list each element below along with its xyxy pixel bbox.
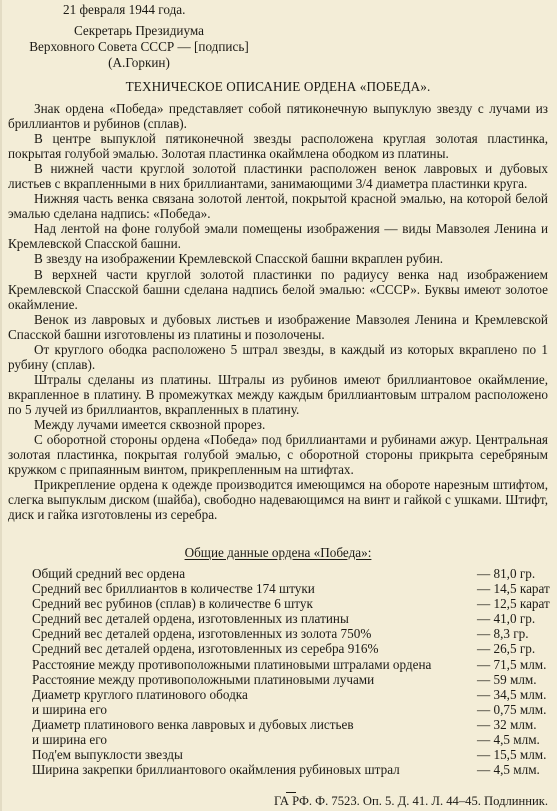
spec-value: — 14,5 карат (477, 581, 550, 597)
spec-value: — 26,5 гр. (477, 641, 536, 657)
paragraph: В центре выпуклой пятиконечной звезды расположена круглая золотая пластинка, покрытая голубой эмалью. Золотая пластинка окаймлена ободком из платины. (8, 131, 548, 162)
paragraph: Штралы сделаны из платины. Штралы из рубинов имеют бриллиантовое окаймление, вкрапленное в платину. В промежутках между каждым бриллиантовым штралом расположено по 5 лучей из бриллиантов, вкрапленных в платину. (8, 371, 548, 417)
spec-label: Средний вес бриллиантов в количестве 174 штуки (32, 581, 315, 597)
spec-label: Диаметр круглого платинового ободка (32, 686, 248, 702)
spec-label: Ширина закрепки бриллиантового окаймления рубиновых штрал (32, 762, 400, 778)
spec-row (32, 762, 553, 777)
paragraph: Над лентой на фоне голубой эмали помещены изображения — виды Мавзолея Ленина и Кремлевской Спасской башни. (8, 221, 548, 252)
paragraph: Нижняя часть венка связана золотой лентой, покрытой красной эмалью, на которой белой эмалью сделана надпись: «Победа». (8, 191, 548, 222)
paragraph: Венок из лавровых и дубовых листьев и изображение Мавзолея Ленина и Кремлевской Спасской башни изготовлены из платины и позолочены. (8, 311, 548, 342)
document-title: ТЕХНИЧЕСКОЕ ОПИСАНИЕ ОРДЕНА «ПОБЕДА». (125, 79, 431, 94)
paragraph: В верхней части круглой золотой пластинки по радиусу венка над изображением Кремлевской Спасской башни сделана надпись белой эмалью: «СССР». Буквы имеют золотое окаймление. (8, 266, 548, 312)
spec-value: — 0,75 млм. (477, 701, 547, 717)
spec-label: Средний вес рубинов (сплав) в количестве 6 штук (32, 596, 313, 612)
signature-line-3: (А.Горкин) (108, 55, 170, 70)
spec-value: — 4,5 млм. (477, 732, 540, 748)
spec-label: Средний вес деталей ордена, изготовленных из серебра 916% (32, 641, 379, 657)
spec-heading (8, 545, 548, 560)
spec-row (32, 747, 553, 762)
paragraph: Прикрепление ордена к одежде производится имеющимся на обороте нарезным штифтом, слегка выпуклым диском (шайба), свободно надевающимся на винт и гайкой с ушками. Штифт, диск и гайка изготовлены из серебра. (8, 477, 548, 523)
document-date: 21 февраля 1944 года. (63, 2, 186, 17)
spec-value: — 81,0 гр. (477, 566, 536, 581)
spec-row (32, 641, 553, 656)
paragraph: В нижней части круглой золотой пластинки расположен венок лавровых и дубовых листьев с вкрапленными в них бриллиантами, занимающими 3/4 диаметра пластинки круга. (8, 161, 548, 192)
spec-label: Общий средний вес ордена (32, 566, 186, 581)
spec-value: — 8,3 гр. (477, 626, 529, 642)
spec-list (32, 566, 553, 777)
paragraph: Знак ордена «Победа» представляет собой пятиконечную выпуклую звезду с лучами из бриллиантов и рубинов (сплав). (8, 101, 548, 132)
spec-heading-text: Общие данные ордена «Победа»: (184, 545, 372, 560)
paragraph: В звезду на изображении Кремлевской Спасской башни вкраплен рубин. (34, 251, 444, 267)
spec-label: Расстояние между противоположными платиновыми штралами ордена (32, 656, 432, 672)
spec-value: — 34,5 млм. (477, 686, 547, 702)
description-body (8, 101, 548, 522)
spec-row (32, 626, 553, 641)
spec-label: и ширина его (32, 732, 107, 748)
spec-row (32, 717, 553, 732)
spec-value: — 12,5 карат (477, 596, 550, 612)
spec-label: Расстояние между противоположными платиновыми лучами (32, 671, 375, 687)
paragraph: Между лучами имеется сквозной прорез. (34, 416, 266, 432)
spec-label: Средний вес деталей ордена, изготовленных из золота 750% (32, 626, 372, 642)
archive-source-citation: ГА РФ. Ф. 7523. Оп. 5. Д. 41. Л. 44–45. Подлинник. (274, 794, 548, 808)
spec-row (32, 566, 553, 581)
spec-value: — 15,5 млм. (477, 747, 547, 763)
spec-row (32, 732, 553, 747)
spec-row (32, 702, 553, 717)
separator-dash (286, 792, 296, 793)
signature-line-2: Верховного Совета СССР — [подпись] (29, 39, 249, 54)
spec-value: — 71,5 млм. (477, 656, 547, 672)
spec-value: — 4,5 млм. (477, 762, 540, 778)
spec-value: — 41,0 гр. (477, 611, 536, 627)
page-edge-shadow (0, 0, 2, 811)
spec-row (32, 657, 553, 672)
signature-line-1: Секретарь Президиума (73, 23, 205, 38)
spec-label: и ширина его (32, 701, 107, 717)
spec-row (32, 581, 553, 596)
paragraph: С оборотной стороны ордена «Победа» под бриллиантами и рубинами ажур. Центральная золотая пластинка, покрытая голубой эмалью, с оборотной стороны прикрыта серебряным кружком с припаянным винтом, прикрепленным на штифтах. (8, 432, 548, 478)
spec-row (32, 687, 553, 702)
spec-label: Диаметр платинового венка лавровых и дубовых листьев (32, 716, 354, 732)
spec-value: — 59 млм. (477, 671, 537, 687)
signature-block (8, 23, 270, 71)
spec-row (32, 611, 553, 626)
spec-value: — 32 млм. (477, 716, 537, 732)
spec-row (32, 672, 553, 687)
paragraph: От круглого ободка расположено 5 штрал звезды, в каждый из которых вкраплено по 1 рубину (сплав). (8, 341, 548, 372)
spec-label: Под'ем выпуклости звезды (32, 747, 183, 763)
spec-row (32, 596, 553, 611)
spec-label: Средний вес деталей ордена, изготовленных из платины (32, 611, 349, 627)
